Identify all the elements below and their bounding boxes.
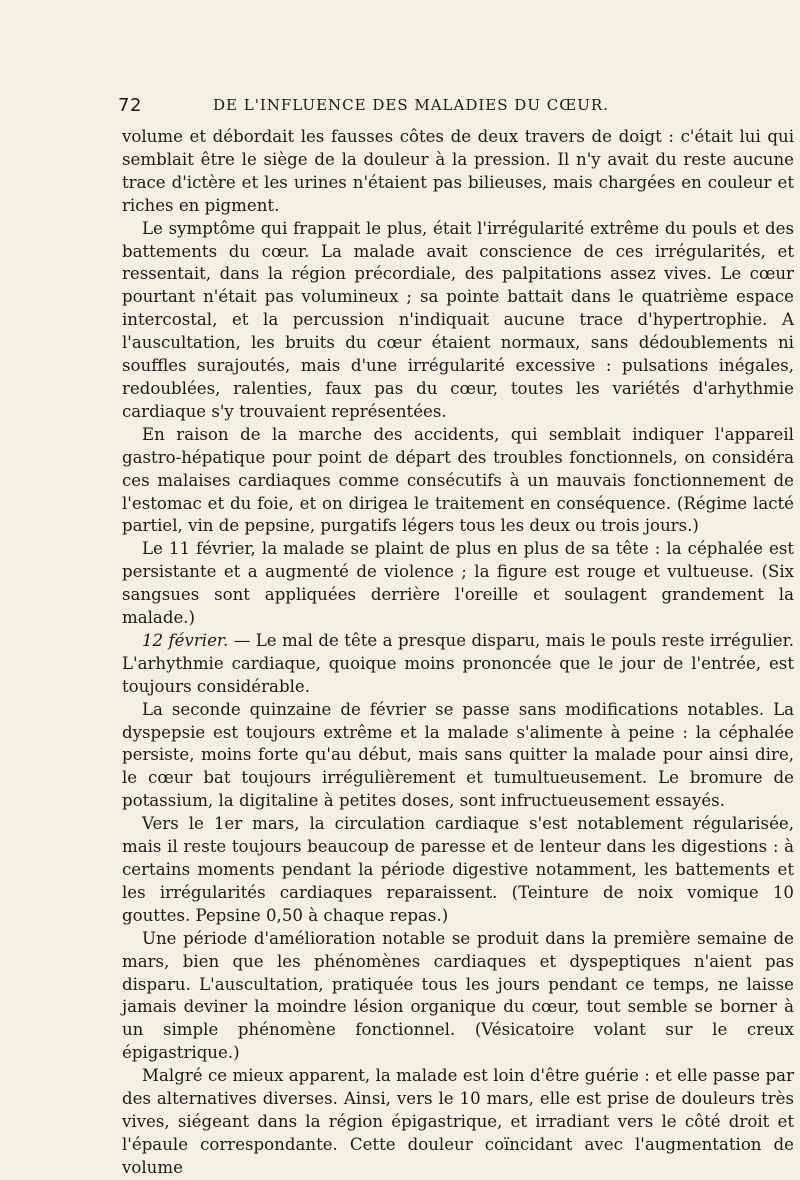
paragraph — [122, 630, 794, 699]
paragraph: Le symptôme qui frappait le plus, était l'irrégularité extrême du pouls et des battements du cœur. La malade avait conscience de ces irrégularités, et ressentait, dans la région précordiale, des palpitations assez vives. Le cœur pourtant n'était pas volumineux ; sa pointe battait dans le quatrième espace intercostal, et la percussion n'indiquait aucune trace d'hypertrophie. A l'auscultation, les bruits du cœur étaient normaux, sans dédoublements ni souffles surajoutés, mais d'une irrégularité excessive : pulsations inégales, redoublées, ralenties, faux pas du cœur, toutes les variétés d'arhythmie cardiaque s'y trouvaient représentées. — [122, 218, 794, 421]
page-number: 72 — [118, 95, 142, 116]
page-header — [118, 95, 794, 119]
body-text — [122, 126, 794, 1180]
paragraph-text: — Le mal de tête a presque disparu, mais le pouls reste irrégulier. L'arhythmie cardiaque, quoique moins prononcée que le jour de l'entrée, est toujours considérable. — [122, 630, 795, 696]
paragraph: Une période d'amélioration notable se produit dans la première semaine de mars, bien que les phénomènes cardiaques et dyspeptiques n'aient pas disparu. L'auscultation, pratiquée tous les jours pendant ce temps, ne laisse jamais deviner la moindre lésion organique du cœur, tout semble se borner à un simple phénomène fonctionnel. (Vésicatoire volant sur le creux épigastrique.) — [122, 928, 794, 1063]
paragraph: Malgré ce mieux apparent, la malade est loin d'être guérie : et elle passe par des alternatives diverses. Ainsi, vers le 10 mars, elle est prise de douleurs très vives, siégeant dans la région épigastrique, et irradiant vers le côté droit et l'épaule correspondante. Cette douleur coïncidant avec l'augmentation de volume — [122, 1066, 794, 1177]
paragraph: Le 11 février, la malade se plaint de plus en plus de sa tête : la céphalée est persistante et a augmenté de violence ; la figure est rouge et vultueuse. (Six sangsues sont appliquées derrière l'oreille et soulagent grandement la malade.) — [122, 539, 794, 628]
paragraph: En raison de la marche des accidents, qui semblait indiquer l'appareil gastro-hépatique pour point de départ des troubles fonctionnels, on considéra ces malaises cardiaques comme consécutifs à un mauvais fonctionnement de l'estomac et du foie, et on dirigea le traitement en conséquence. (Régime lacté partiel, vin de pepsine, purgatifs légers tous les deux ou trois jours.) — [122, 424, 794, 536]
running-head: DE L'INFLUENCE DES MALADIES DU CŒUR. — [213, 96, 609, 114]
paragraph: La seconde quinzaine de février se passe sans modifications notables. La dyspepsie est toujours extrême et la malade s'alimente à peine : la céphalée persiste, moins forte qu'au début, mais sans quitter la malade pour ainsi dire, le cœur bat toujours irrégulièrement et tumultueusement. Le bromure de potassium, la digitaline à petites doses, sont infructueusement essayés. — [122, 699, 794, 811]
entry-date: 12 février. — [142, 630, 229, 650]
paragraph: volume et débordait les fausses côtes de deux travers de doigt : c'était lui qui semblait être le siège de la douleur à la pression. Il n'y avait du reste aucune trace d'ictère et les urines n'étaient pas bilieuses, mais chargées en couleur et riches en pigment. — [122, 127, 794, 215]
paragraph: Vers le 1er mars, la circulation cardiaque s'est notablement régularisée, mais il reste toujours beaucoup de paresse et de lenteur dans les digestions : à certains moments pendant la période digestive notamment, les battements et les irrégularités cardiaques reparaissent. (Teinture de noix vomique 10 gouttes. Pepsine 0,50 à chaque repas.) — [122, 814, 794, 925]
